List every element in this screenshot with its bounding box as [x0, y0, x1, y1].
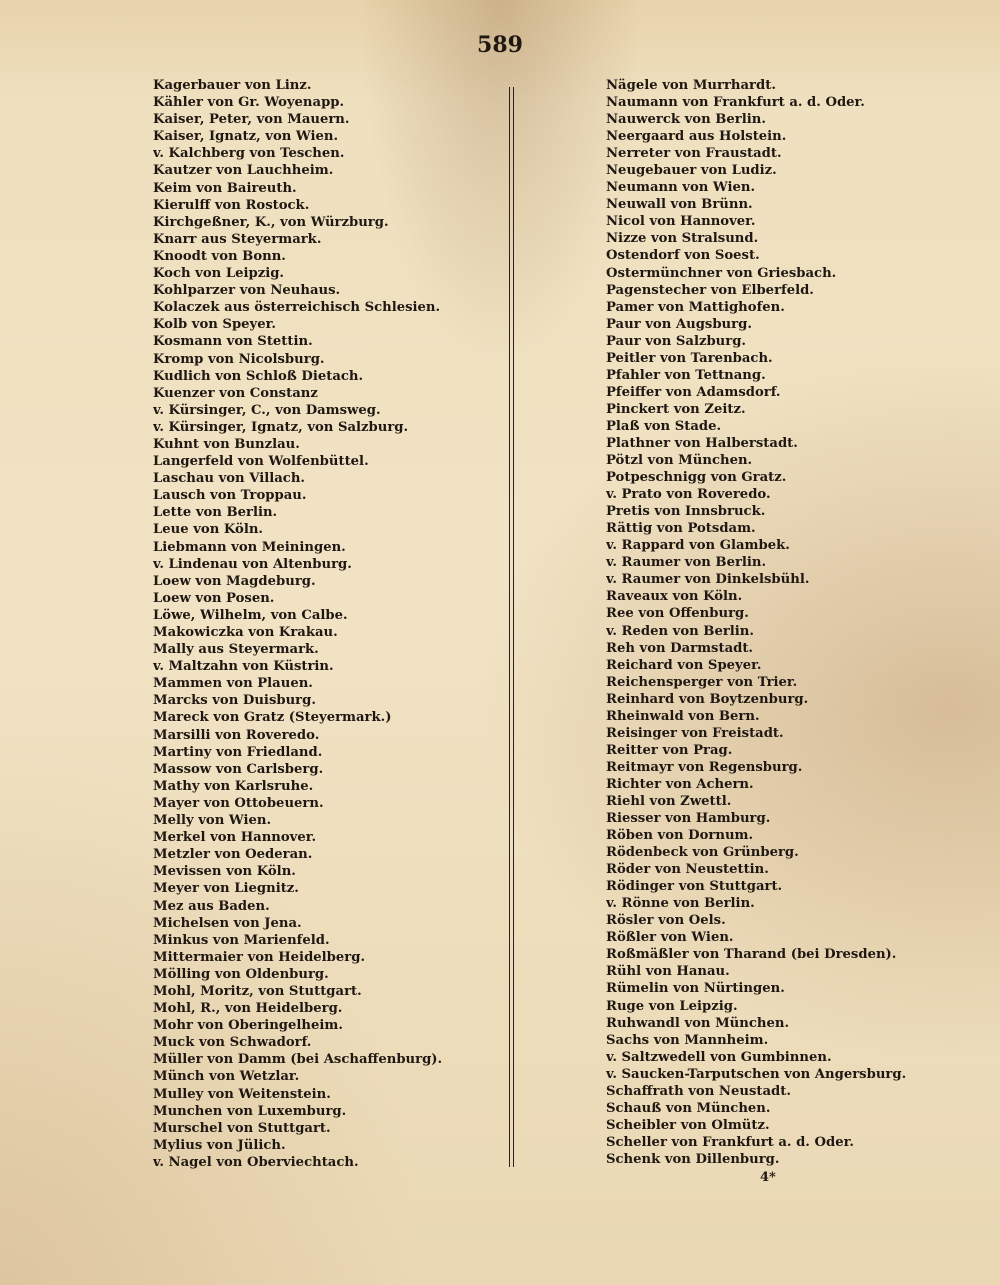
name-entry: v. Rönne von Berlin. [606, 896, 755, 912]
name-entry: Marsilli von Roveredo. [153, 727, 320, 743]
name-entry: Ruhwandl von München. [606, 1015, 790, 1031]
name-entry: Mareck von Gratz (Steyermark.) [153, 710, 392, 726]
name-entry: Lette von Berlin. [153, 505, 278, 521]
name-entry: Löwe, Wilhelm, von Calbe. [153, 607, 348, 623]
name-entry: Pagenstecher von Elberfeld. [606, 282, 814, 298]
name-entry: Mohr von Oberingelheim. [153, 1018, 343, 1034]
name-entry: Laschau von Villach. [153, 471, 306, 487]
name-entry: v. Raumer von Dinkelsbühl. [606, 572, 810, 588]
name-entry: Mulley von Weitenstein. [153, 1086, 331, 1102]
name-entry: Neumann von Wien. [606, 180, 756, 196]
name-entry: Kähler von Gr. Woyenapp. [153, 95, 345, 111]
name-entry: Metzler von Oederan. [153, 847, 313, 863]
name-entry: Mayer von Ottobeuern. [153, 795, 324, 811]
name-entry: Ostendorf von Soest. [606, 248, 760, 264]
name-entry: Massow von Carlsberg. [153, 761, 324, 777]
name-entry: Scheller von Frankfurt a. d. Oder. [606, 1134, 854, 1150]
name-entry: Paur von Augsburg. [606, 316, 752, 332]
name-entry: Kirchgeßner, K., von Würzburg. [153, 214, 389, 230]
name-entry: Rheinwald von Bern. [606, 708, 760, 724]
name-entry: Liebmann von Meiningen. [153, 539, 346, 555]
name-entry: v. Nagel von Oberviechtach. [153, 1154, 359, 1170]
name-entry: Nicol von Hannover. [606, 214, 756, 230]
name-entry: v. Kalchberg von Teschen. [153, 146, 345, 162]
name-entry: Schenk von Dillenburg. [606, 1151, 780, 1167]
name-entry: Meyer von Liegnitz. [153, 881, 299, 897]
name-entry: Mylius von Jülich. [153, 1137, 286, 1153]
name-entry: Reitter von Prag. [606, 742, 733, 758]
left-name-column [153, 77, 503, 1171]
name-entry: Kaiser, Ignatz, von Wien. [153, 129, 339, 145]
name-entry: Minkus von Marienfeld. [153, 932, 330, 948]
name-entry: v. Reden von Berlin. [606, 623, 754, 639]
name-entry: Knarr aus Steyermark. [153, 231, 322, 247]
name-entry: v. Prato von Roveredo. [606, 487, 771, 503]
name-entry: Potpeschnigg von Gratz. [606, 470, 787, 486]
name-entry: Nerreter von Fraustadt. [606, 146, 782, 162]
name-entry: Reitmayr von Regensburg. [606, 759, 803, 775]
name-entry: Pinckert von Zeitz. [606, 401, 746, 417]
name-entry: Kohlparzer von Neuhaus. [153, 283, 341, 299]
name-entry: Kuhnt von Bunzlau. [153, 436, 300, 452]
name-entry: Riesser von Hamburg. [606, 811, 771, 827]
name-entry: Reichensperger von Trier. [606, 674, 798, 690]
name-entry: Kolaczek aus österreichisch Schlesien. [153, 300, 441, 316]
name-entry: Muck von Schwadorf. [153, 1035, 312, 1051]
name-entry: Riehl von Zwettl. [606, 793, 732, 809]
name-entry: Schaffrath von Neustadt. [606, 1083, 791, 1099]
name-entry: Rühl von Hanau. [606, 964, 730, 980]
name-entry: Mammen von Plauen. [153, 676, 313, 692]
name-entry: Ostermünchner von Griesbach. [606, 265, 837, 281]
name-entry: Paur von Salzburg. [606, 333, 747, 349]
name-entry: Naumann von Frankfurt a. d. Oder. [606, 95, 865, 111]
name-entry: Pfahler von Tettnang. [606, 367, 766, 383]
name-entry: Kudlich von Schloß Dietach. [153, 368, 364, 384]
name-entry: Ruge von Leipzig. [606, 998, 738, 1014]
name-entry: v. Kürsinger, Ignatz, von Salzburg. [153, 419, 409, 435]
name-entry: Rößler von Wien. [606, 930, 734, 946]
name-entry: Mohl, Moritz, von Stuttgart. [153, 983, 362, 999]
name-entry: Melly von Wien. [153, 813, 272, 829]
right-name-column [606, 77, 976, 1168]
name-entry: Neugebauer von Ludiz. [606, 163, 777, 179]
name-entry: Kromp von Nicolsburg. [153, 351, 325, 367]
name-entry: Richter von Achern. [606, 776, 754, 792]
name-entry: Kierulff von Rostock. [153, 197, 310, 213]
name-entry: Müller von Damm (bei Aschaffenburg). [153, 1052, 443, 1068]
name-entry: Martiny von Friedland. [153, 744, 323, 760]
column-divider-rule [509, 87, 514, 1167]
signature-mark: 4* [760, 1170, 776, 1185]
name-entry: Mittermaier von Heidelberg. [153, 949, 366, 965]
name-entry: Marcks von Duisburg. [153, 693, 316, 709]
name-entry: Mölling von Oldenburg. [153, 966, 329, 982]
name-entry: Sachs von Mannheim. [606, 1032, 769, 1048]
name-entry: Reinhard von Boytzenburg. [606, 691, 809, 707]
name-entry: Michelsen von Jena. [153, 915, 302, 931]
name-entry: Rödenbeck von Grünberg. [606, 845, 799, 861]
name-entry: Kuenzer von Constanz [153, 385, 318, 401]
name-entry: Münch von Wetzlar. [153, 1069, 300, 1085]
name-entry: Keim von Baireuth. [153, 180, 297, 196]
name-entry: Mohl, R., von Heidelberg. [153, 1001, 343, 1017]
name-entry: Loew von Magdeburg. [153, 573, 316, 589]
name-entry: Ree von Offenburg. [606, 606, 749, 622]
name-entry: v. Raumer von Berlin. [606, 555, 767, 571]
name-entry: Kosmann von Stettin. [153, 334, 313, 350]
name-entry: Knoodt von Bonn. [153, 248, 286, 264]
name-entry: Rösler von Oels. [606, 913, 726, 929]
name-entry: Reichard von Speyer. [606, 657, 762, 673]
name-entry: Reh von Darmstadt. [606, 640, 754, 656]
name-entry: Mevissen von Köln. [153, 864, 296, 880]
name-entry: Nizze von Stralsund. [606, 231, 759, 247]
name-entry: Leue von Köln. [153, 522, 264, 538]
name-entry: v. Maltzahn von Küstrin. [153, 659, 334, 675]
name-entry: Peitler von Tarenbach. [606, 350, 773, 366]
name-entry: Loew von Posen. [153, 590, 275, 606]
name-entry: Kautzer von Lauchheim. [153, 163, 334, 179]
name-entry: Röder von Neustettin. [606, 862, 769, 878]
name-entry: Rümelin von Nürtingen. [606, 981, 785, 997]
name-entry: Merkel von Hannover. [153, 830, 317, 846]
name-entry: Rättig von Potsdam. [606, 521, 756, 537]
name-entry: Lausch von Troppau. [153, 488, 307, 504]
name-entry: Murschel von Stuttgart. [153, 1120, 331, 1136]
name-entry: v. Saltzwedell von Gumbinnen. [606, 1049, 832, 1065]
name-entry: Mally aus Steyermark. [153, 642, 319, 658]
name-entry: Pretis von Innsbruck. [606, 504, 766, 520]
name-entry: Reisinger von Freistadt. [606, 725, 784, 741]
name-entry: Pötzl von München. [606, 453, 753, 469]
name-entry: Neergaard aus Holstein. [606, 129, 787, 145]
name-entry: v. Kürsinger, C., von Damsweg. [153, 402, 381, 418]
name-entry: v. Saucken-Tarputschen von Angersburg. [606, 1066, 907, 1082]
name-entry: Rödinger von Stuttgart. [606, 879, 783, 895]
name-entry: Scheibler von Olmütz. [606, 1117, 770, 1133]
name-entry: Kolb von Speyer. [153, 317, 276, 333]
name-entry: Schauß von München. [606, 1100, 771, 1116]
name-entry: Plaß von Stade. [606, 418, 722, 434]
name-entry: Mathy von Karlsruhe. [153, 778, 314, 794]
name-entry: Makowiczka von Krakau. [153, 625, 338, 640]
name-entry: Röben von Dornum. [606, 828, 754, 844]
name-entry: Munchen von Luxemburg. [153, 1103, 347, 1119]
name-entry: Nauwerck von Berlin. [606, 112, 766, 128]
name-entry: v. Lindenau von Altenburg. [153, 556, 352, 572]
name-entry: Mez aus Baden. [153, 898, 270, 914]
name-entry: Koch von Leipzig. [153, 266, 285, 282]
name-entry: Pfeiffer von Adamsdorf. [606, 384, 781, 400]
name-entry: Raveaux von Köln. [606, 589, 743, 605]
name-entry: Roßmäßler von Tharand (bei Dresden). [606, 947, 897, 963]
name-entry: Pamer von Mattighofen. [606, 299, 785, 315]
name-entry: Nägele von Murrhardt. [606, 78, 776, 93]
name-entry: v. Rappard von Glambek. [606, 538, 790, 554]
name-entry: Kagerbauer von Linz. [153, 78, 312, 93]
page-number: 589 [477, 32, 523, 58]
name-entry: Kaiser, Peter, von Mauern. [153, 112, 350, 128]
name-entry: Neuwall von Brünn. [606, 197, 753, 213]
name-entry: Plathner von Halberstadt. [606, 435, 798, 451]
name-entry: Langerfeld von Wolfenbüttel. [153, 454, 369, 470]
